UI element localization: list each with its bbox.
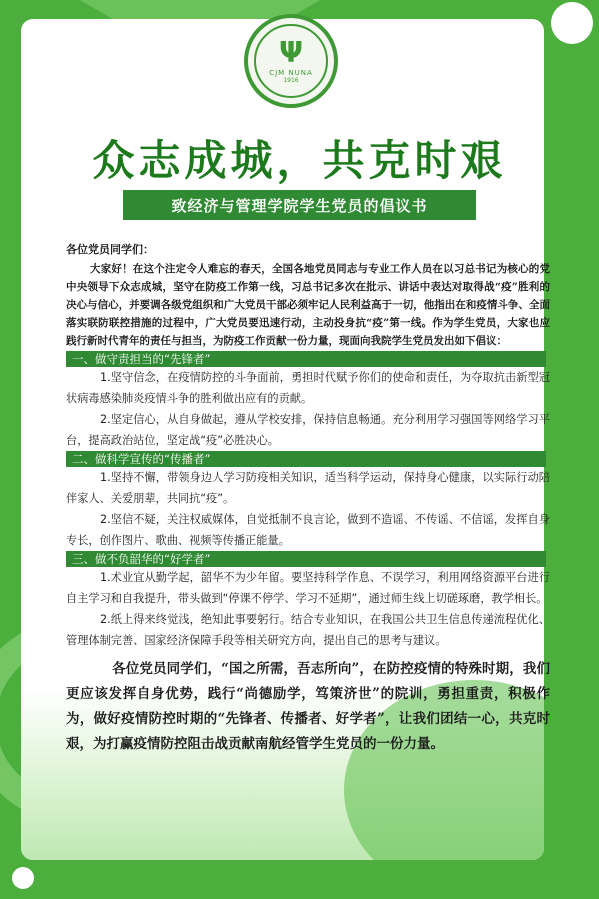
section-heading-1: 一、做守责担当的“先锋者”: [66, 351, 546, 367]
school-logo: [244, 14, 338, 108]
logo-year: 1916: [283, 76, 299, 84]
proposal-body: [66, 240, 550, 757]
section-2-item-1: [66, 467, 550, 509]
paragraph-text: 1.术业宜从勤学起，韶华不为少年留。要坚持科学作息、不误学习，利用网络资源平台进行自主学习和自我提升，带头做到“停课不停学、学习不延期”，通过师生线上切磋琢磨，教学相长。: [66, 571, 550, 605]
paragraph-text: 1.坚持不懈，带领身边人学习防疫相关知识，适当科学运动，保持身心健康，以实际行动陪伴家人、关爱朋辈，共同抗“疫”。: [66, 471, 550, 505]
paragraph-text: 2.坚信不疑，关注权威媒体，自觉抵制不良言论，做到不造谣、不传谣、不信谣，发挥自身专长，创作图片、歌曲、视频等传播正能量。: [66, 513, 550, 547]
decorative-circle: [551, 2, 593, 44]
section-3-item-2: [66, 609, 550, 651]
logo-name: CJM NUNA: [269, 68, 313, 77]
greeting: 各位党员同学们：: [66, 243, 154, 256]
page-subtitle: 致经济与管理学院学生党员的倡议书: [123, 190, 476, 220]
section-3-item-1: [66, 567, 550, 609]
closing-text: 各位党员同学们，“国之所需，吾志所向”，在防控疫情的特殊时期，我们更应该发挥自身优势，践行“尚德励学，笃策济世”的院训，勇担重责，积极作为，做好疫情防控时期的“先锋者、传播者、好学者”，让我们团结一心，共克时艰，为打赢疫情防控阻击战贡献南航经管学生党员的一份力量。: [66, 661, 550, 752]
decorative-dot: [12, 867, 34, 889]
paragraph-text: 2.纸上得来终觉浅，绝知此事要躬行。结合专业知识，在我国公共卫生信息传递流程优化、管理体制完善、国家经济保障手段等相关研究方向，提出自己的思考与建议。: [66, 613, 550, 647]
section-1-item-2: [66, 409, 550, 451]
closing-paragraph: [66, 657, 550, 757]
page-title: 众志成城，共克时艰: [92, 136, 507, 185]
paragraph-text: 2.坚定信心，从自身做起，遵从学校安排，保持信息畅通。充分利用学习强国等网络学习平台，提高政治站位，坚定战“疫”必胜决心。: [66, 413, 550, 447]
logo-emblem: [254, 24, 328, 98]
section-heading-3: 三、做不负韶华的“好学者”: [66, 551, 546, 567]
section-2-item-2: [66, 509, 550, 551]
paragraph-text: 1.坚守信念，在疫情防控的斗争面前，勇担时代赋予你们的使命和责任，为夺取抗击新型冠状病毒感染肺炎疫情斗争的胜利做出应有的贡献。: [66, 371, 550, 405]
intro-paragraph: 大家好！在这个注定令人难忘的春天，全国各地党员同志与专业工作人员在以习总书记为核心的党中央领导下众志成城，坚守在防疫工作第一线，习总书记多次在批示、讲话中表达对取得战“疫”胜利的决心与信心，并要调各级党组织和广大党员干部必须牢记人民利益高于一切，他指出在和疫情斗争、全面落实联防联控措施的过程中，广大党员要迅速行动，主动投身抗“疫”第一线。作为学生党员，大家也应践行新时代青年的责任与担当，为防疫工作贡献一份力量，现面向我院学生党员发出如下倡议：: [66, 263, 550, 347]
lyre-icon: Ψ: [279, 35, 303, 69]
section-1-item-1: [66, 367, 550, 409]
section-heading-2: 二、做科学宣传的“传播者”: [66, 451, 546, 467]
